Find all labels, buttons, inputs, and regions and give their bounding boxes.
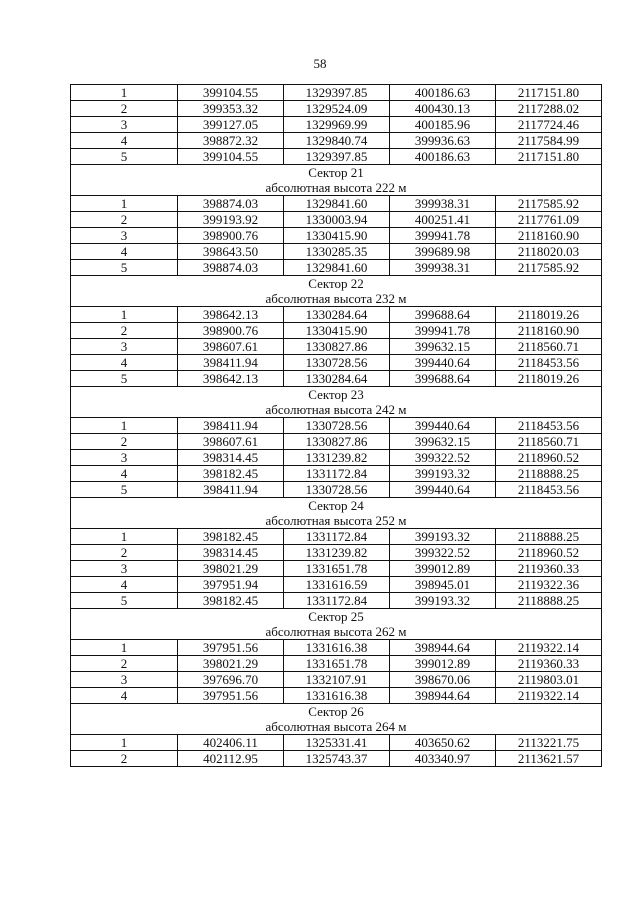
y-coord-cell: 1330827.86 <box>284 434 390 450</box>
y2-coord-cell: 2113621.57 <box>496 751 602 767</box>
point-number-cell: 3 <box>71 117 178 133</box>
y-coord-cell: 1329524.09 <box>284 101 390 117</box>
table-row <box>71 450 602 466</box>
y2-coord-cell: 2118453.56 <box>496 418 602 434</box>
table-row <box>71 577 602 593</box>
x2-coord-cell: 400186.63 <box>390 149 496 165</box>
x2-coord-cell: 400430.13 <box>390 101 496 117</box>
y2-coord-cell: 2117151.80 <box>496 85 602 101</box>
table-row <box>71 244 602 260</box>
y2-coord-cell: 2118560.71 <box>496 434 602 450</box>
x2-coord-cell: 399440.64 <box>390 482 496 498</box>
y2-coord-cell: 2118019.26 <box>496 307 602 323</box>
table-row <box>71 418 602 434</box>
x2-coord-cell: 398670.06 <box>390 672 496 688</box>
x2-coord-cell: 399012.89 <box>390 561 496 577</box>
sector-header-row <box>71 498 602 514</box>
x-coord-cell: 397951.56 <box>178 688 284 704</box>
x-coord-cell: 398874.03 <box>178 260 284 276</box>
x2-coord-cell: 399193.32 <box>390 593 496 609</box>
sector-title: Сектор 22 <box>71 276 602 292</box>
table-row <box>71 323 602 339</box>
y2-coord-cell: 2118020.03 <box>496 244 602 260</box>
table-row <box>71 545 602 561</box>
point-number-cell: 3 <box>71 450 178 466</box>
x2-coord-cell: 399689.98 <box>390 244 496 260</box>
y2-coord-cell: 2117761.09 <box>496 212 602 228</box>
point-number-cell: 2 <box>71 434 178 450</box>
y2-coord-cell: 2119360.33 <box>496 561 602 577</box>
y2-coord-cell: 2118160.90 <box>496 228 602 244</box>
y2-coord-cell: 2117288.02 <box>496 101 602 117</box>
x2-coord-cell: 398944.64 <box>390 640 496 656</box>
x2-coord-cell: 400186.63 <box>390 85 496 101</box>
x2-coord-cell: 398945.01 <box>390 577 496 593</box>
x2-coord-cell: 399632.15 <box>390 339 496 355</box>
coordinates-table <box>70 84 602 767</box>
y-coord-cell: 1331616.38 <box>284 640 390 656</box>
sector-header-row <box>71 609 602 625</box>
point-number-cell: 1 <box>71 85 178 101</box>
x2-coord-cell: 399322.52 <box>390 450 496 466</box>
table-row <box>71 593 602 609</box>
point-number-cell: 4 <box>71 466 178 482</box>
point-number-cell: 5 <box>71 371 178 387</box>
y-coord-cell: 1331239.82 <box>284 545 390 561</box>
sector-header-row <box>71 276 602 292</box>
x2-coord-cell: 399938.31 <box>390 260 496 276</box>
point-number-cell: 3 <box>71 339 178 355</box>
y2-coord-cell: 2118453.56 <box>496 482 602 498</box>
point-number-cell: 1 <box>71 196 178 212</box>
table-row <box>71 85 602 101</box>
x-coord-cell: 398021.29 <box>178 656 284 672</box>
y-coord-cell: 1329969.99 <box>284 117 390 133</box>
x-coord-cell: 399353.32 <box>178 101 284 117</box>
y2-coord-cell: 2117585.92 <box>496 260 602 276</box>
point-number-cell: 2 <box>71 101 178 117</box>
x2-coord-cell: 399193.32 <box>390 529 496 545</box>
point-number-cell: 4 <box>71 244 178 260</box>
y-coord-cell: 1331616.38 <box>284 688 390 704</box>
point-number-cell: 5 <box>71 149 178 165</box>
y2-coord-cell: 2119322.36 <box>496 577 602 593</box>
y2-coord-cell: 2118160.90 <box>496 323 602 339</box>
x-coord-cell: 398411.94 <box>178 355 284 371</box>
sector-header-row <box>71 165 602 181</box>
y-coord-cell: 1325743.37 <box>284 751 390 767</box>
point-number-cell: 1 <box>71 418 178 434</box>
x-coord-cell: 399104.55 <box>178 85 284 101</box>
x-coord-cell: 398021.29 <box>178 561 284 577</box>
y-coord-cell: 1330728.56 <box>284 482 390 498</box>
x-coord-cell: 397696.70 <box>178 672 284 688</box>
y-coord-cell: 1330285.35 <box>284 244 390 260</box>
y2-coord-cell: 2118453.56 <box>496 355 602 371</box>
x-coord-cell: 399104.55 <box>178 149 284 165</box>
x2-coord-cell: 399941.78 <box>390 323 496 339</box>
x-coord-cell: 398411.94 <box>178 482 284 498</box>
x2-coord-cell: 399440.64 <box>390 418 496 434</box>
sector-altitude-row <box>71 719 602 735</box>
x-coord-cell: 398314.45 <box>178 450 284 466</box>
x2-coord-cell: 399941.78 <box>390 228 496 244</box>
point-number-cell: 2 <box>71 751 178 767</box>
y-coord-cell: 1331172.84 <box>284 466 390 482</box>
point-number-cell: 1 <box>71 307 178 323</box>
table-row <box>71 117 602 133</box>
point-number-cell: 2 <box>71 323 178 339</box>
y2-coord-cell: 2119803.01 <box>496 672 602 688</box>
table-row <box>71 339 602 355</box>
y-coord-cell: 1329397.85 <box>284 85 390 101</box>
point-number-cell: 5 <box>71 593 178 609</box>
y-coord-cell: 1331651.78 <box>284 561 390 577</box>
y-coord-cell: 1330284.64 <box>284 307 390 323</box>
y-coord-cell: 1331651.78 <box>284 656 390 672</box>
y2-coord-cell: 2118888.25 <box>496 466 602 482</box>
point-number-cell: 4 <box>71 688 178 704</box>
y-coord-cell: 1331616.59 <box>284 577 390 593</box>
table-row <box>71 228 602 244</box>
y2-coord-cell: 2118888.25 <box>496 529 602 545</box>
sector-title: Сектор 25 <box>71 609 602 625</box>
table-row <box>71 196 602 212</box>
table-row <box>71 133 602 149</box>
y2-coord-cell: 2117151.80 <box>496 149 602 165</box>
point-number-cell: 3 <box>71 561 178 577</box>
x2-coord-cell: 400185.96 <box>390 117 496 133</box>
y2-coord-cell: 2119360.33 <box>496 656 602 672</box>
table-row <box>71 735 602 751</box>
y2-coord-cell: 2117585.92 <box>496 196 602 212</box>
y2-coord-cell: 2119322.14 <box>496 688 602 704</box>
table-row <box>71 640 602 656</box>
x2-coord-cell: 398944.64 <box>390 688 496 704</box>
point-number-cell: 1 <box>71 735 178 751</box>
y-coord-cell: 1330415.90 <box>284 228 390 244</box>
x-coord-cell: 398900.76 <box>178 228 284 244</box>
coordinates-table-body <box>71 85 602 767</box>
x2-coord-cell: 399322.52 <box>390 545 496 561</box>
x-coord-cell: 399127.05 <box>178 117 284 133</box>
x2-coord-cell: 403650.62 <box>390 735 496 751</box>
x2-coord-cell: 399193.32 <box>390 466 496 482</box>
table-row <box>71 355 602 371</box>
sector-title: Сектор 24 <box>71 498 602 514</box>
point-number-cell: 1 <box>71 640 178 656</box>
x2-coord-cell: 399938.31 <box>390 196 496 212</box>
x2-coord-cell: 403340.97 <box>390 751 496 767</box>
sector-altitude: абсолютная высота 252 м <box>71 513 602 529</box>
x-coord-cell: 398900.76 <box>178 323 284 339</box>
point-number-cell: 2 <box>71 656 178 672</box>
x-coord-cell: 398314.45 <box>178 545 284 561</box>
x2-coord-cell: 399632.15 <box>390 434 496 450</box>
page-number: 58 <box>313 56 327 71</box>
y-coord-cell: 1330728.56 <box>284 418 390 434</box>
table-row <box>71 149 602 165</box>
table-row <box>71 751 602 767</box>
sector-title: Сектор 23 <box>71 387 602 403</box>
x2-coord-cell: 399012.89 <box>390 656 496 672</box>
table-row <box>71 529 602 545</box>
sector-altitude-row <box>71 402 602 418</box>
sector-altitude-row <box>71 624 602 640</box>
y2-coord-cell: 2117584.99 <box>496 133 602 149</box>
y2-coord-cell: 2118960.52 <box>496 450 602 466</box>
x-coord-cell: 398607.61 <box>178 434 284 450</box>
table-row <box>71 307 602 323</box>
x-coord-cell: 398411.94 <box>178 418 284 434</box>
y-coord-cell: 1329840.74 <box>284 133 390 149</box>
y-coord-cell: 1329841.60 <box>284 196 390 212</box>
y-coord-cell: 1331172.84 <box>284 593 390 609</box>
x-coord-cell: 398182.45 <box>178 466 284 482</box>
x-coord-cell: 398872.32 <box>178 133 284 149</box>
sector-altitude-row <box>71 291 602 307</box>
x-coord-cell: 398642.13 <box>178 307 284 323</box>
y-coord-cell: 1331172.84 <box>284 529 390 545</box>
x-coord-cell: 399193.92 <box>178 212 284 228</box>
sector-altitude: абсолютная высота 264 м <box>71 719 602 735</box>
x-coord-cell: 398642.13 <box>178 371 284 387</box>
sector-altitude: абсолютная высота 262 м <box>71 624 602 640</box>
x2-coord-cell: 399688.64 <box>390 307 496 323</box>
y-coord-cell: 1329397.85 <box>284 149 390 165</box>
table-row <box>71 371 602 387</box>
point-number-cell: 3 <box>71 672 178 688</box>
sector-altitude-row <box>71 513 602 529</box>
point-number-cell: 1 <box>71 529 178 545</box>
table-row <box>71 482 602 498</box>
y2-coord-cell: 2117724.46 <box>496 117 602 133</box>
sector-altitude: абсолютная высота 222 м <box>71 180 602 196</box>
sector-altitude-row <box>71 180 602 196</box>
sector-title: Сектор 21 <box>71 165 602 181</box>
x-coord-cell: 398182.45 <box>178 529 284 545</box>
x-coord-cell: 398182.45 <box>178 593 284 609</box>
point-number-cell: 4 <box>71 355 178 371</box>
y-coord-cell: 1330415.90 <box>284 323 390 339</box>
x-coord-cell: 398607.61 <box>178 339 284 355</box>
x2-coord-cell: 400251.41 <box>390 212 496 228</box>
table-row <box>71 688 602 704</box>
y-coord-cell: 1329841.60 <box>284 260 390 276</box>
x-coord-cell: 397951.56 <box>178 640 284 656</box>
sector-title: Сектор 26 <box>71 704 602 720</box>
table-row <box>71 656 602 672</box>
table-row <box>71 212 602 228</box>
x2-coord-cell: 399440.64 <box>390 355 496 371</box>
x2-coord-cell: 399688.64 <box>390 371 496 387</box>
sector-header-row <box>71 704 602 720</box>
y-coord-cell: 1331239.82 <box>284 450 390 466</box>
point-number-cell: 5 <box>71 260 178 276</box>
x2-coord-cell: 399936.63 <box>390 133 496 149</box>
x-coord-cell: 402112.95 <box>178 751 284 767</box>
y2-coord-cell: 2118960.52 <box>496 545 602 561</box>
point-number-cell: 3 <box>71 228 178 244</box>
x-coord-cell: 398874.03 <box>178 196 284 212</box>
x-coord-cell: 398643.50 <box>178 244 284 260</box>
table-row <box>71 672 602 688</box>
point-number-cell: 2 <box>71 545 178 561</box>
table-row <box>71 260 602 276</box>
y2-coord-cell: 2118888.25 <box>496 593 602 609</box>
y2-coord-cell: 2113221.75 <box>496 735 602 751</box>
y-coord-cell: 1325331.41 <box>284 735 390 751</box>
table-row <box>71 101 602 117</box>
table-row <box>71 434 602 450</box>
point-number-cell: 5 <box>71 482 178 498</box>
y-coord-cell: 1330003.94 <box>284 212 390 228</box>
point-number-cell: 4 <box>71 133 178 149</box>
y-coord-cell: 1330827.86 <box>284 339 390 355</box>
table-row <box>71 466 602 482</box>
point-number-cell: 2 <box>71 212 178 228</box>
sector-altitude: абсолютная высота 242 м <box>71 402 602 418</box>
y2-coord-cell: 2119322.14 <box>496 640 602 656</box>
y2-coord-cell: 2118019.26 <box>496 371 602 387</box>
sector-header-row <box>71 387 602 403</box>
y-coord-cell: 1330728.56 <box>284 355 390 371</box>
point-number-cell: 4 <box>71 577 178 593</box>
x-coord-cell: 397951.94 <box>178 577 284 593</box>
sector-altitude: абсолютная высота 232 м <box>71 291 602 307</box>
x-coord-cell: 402406.11 <box>178 735 284 751</box>
y-coord-cell: 1332107.91 <box>284 672 390 688</box>
y2-coord-cell: 2118560.71 <box>496 339 602 355</box>
table-row <box>71 561 602 577</box>
y-coord-cell: 1330284.64 <box>284 371 390 387</box>
